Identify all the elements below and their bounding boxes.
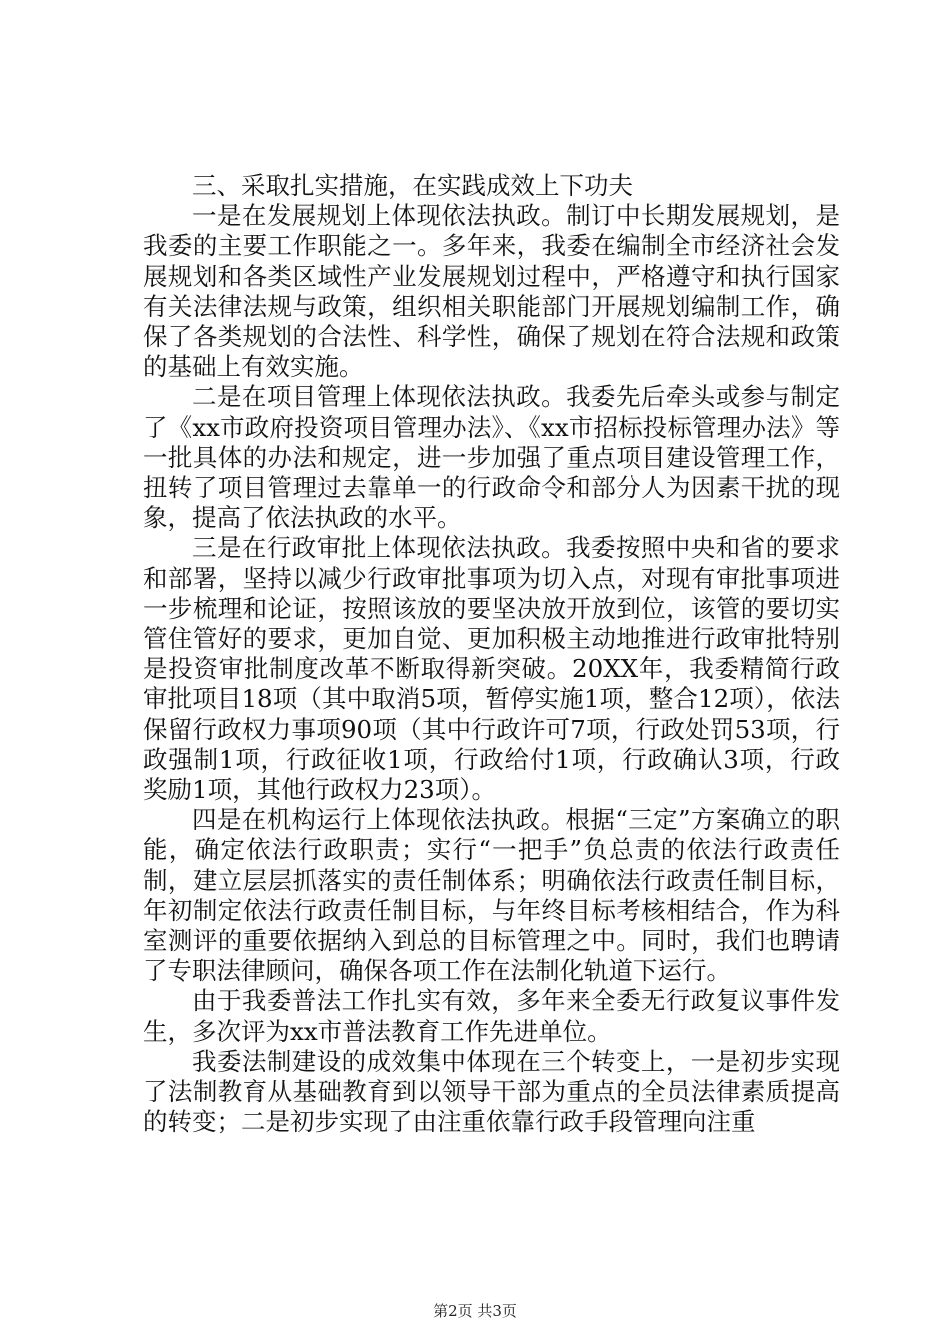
paragraph: 一是在发展规划上体现依法执政。制订中长期发展规划，是我委的主要工作职能之一。多年来，我委在编制全市经济社会发展规划和各类区域性产业发展规划过程中，严格遵守和执行国家有关法律法规与政策，组织相关职能部门开展规划编制工作，确保了各类规划的合法性、科学性，确保了规划在符合法规和政策的基础上有效实施。	[143, 201, 840, 382]
paragraph: 三是在行政审批上体现依法执政。我委按照中央和省的要求和部署，坚持以减少行政审批事项为切入点，对现有审批事项进一步梳理和论证，按照该放的要坚决放开放到位，该管的要切实管住管好的要求，更加自觉、更加积极主动地推进行政审批特别是投资审批制度改革不断取得新突破。20XX年，我委精简行政审批项目18项（其中取消5项，暂停实施1项，整合12项），依法保留行政权力事项90项（其中行政许可7项，行政处罚53项，行政强制1项，行政征收1项，行政给付1项，行政确认3项，行政奖励1项，其他行政权力23项）。	[143, 533, 840, 805]
section-heading: 三、采取扎实措施，在实践成效上下功夫	[192, 171, 633, 200]
paragraph: 我委法制建设的成效集中体现在三个转变上，一是初步实现了法制教育从基础教育到以领导干部为重点的全员法律素质提高的转变；二是初步实现了由注重依靠行政手段管理向注重	[143, 1046, 840, 1137]
paragraph: 二是在项目管理上体现依法执政。我委先后牵头或参与制定了《xx市政府投资项目管理办法》、《xx市招标投标管理办法》等一批具体的办法和规定，进一步加强了重点项目建设管理工作，扭转了项目管理过去靠单一的行政命令和部分人为因素干扰的现象，提高了依法执政的水平。	[143, 382, 840, 533]
paragraph: 由于我委普法工作扎实有效，多年来全委无行政复议事件发生，多次评为xx市普法教育工作先进单位。	[143, 986, 840, 1046]
paragraph: 四是在机构运行上体现依法执政。根据“三定”方案确立的职能，确定依法行政职责；实行“一把手”负总责的依法行政责任制，建立层层抓落实的责任制体系；明确依法行政责任制目标，年初制定依法行政责任制目标，与年终目标考核相结合，作为科室测评的重要依据纳入到总的目标管理之中。同时，我们也聘请了专职法律顾问，确保各项工作在法制化轨道下运行。	[143, 805, 840, 986]
page-footer: 第2页 共3页	[433, 1302, 517, 1320]
document-body	[143, 171, 840, 1138]
